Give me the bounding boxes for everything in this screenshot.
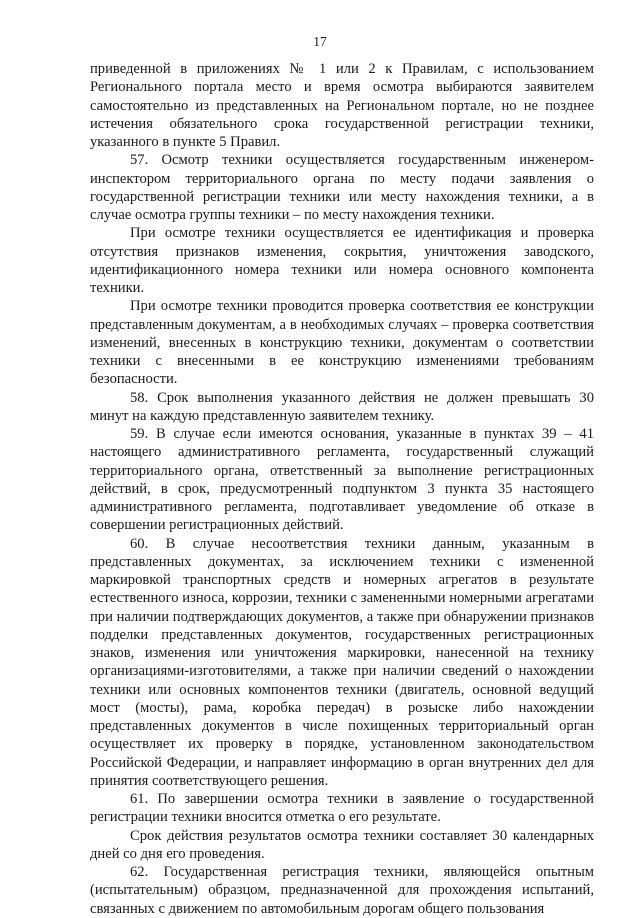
paragraph-item-61: 61. По завершении осмотра техники в заявление о государственной регистрации техники вносится отметка о его результате.: [90, 791, 594, 826]
paragraph-conformity-check: При осмотре техники проводится проверка соответствия ее конструкции представленным документам, а в необходимых случаях – проверка соответствия изменений, внесенных в конструкцию техники, документам о соответствии техники с внесенными в ее конструкцию изменениями требованиям безопасности.: [90, 298, 594, 388]
page-number: 17: [313, 34, 327, 49]
paragraph-item-57: 57. Осмотр техники осуществляется государственным инженером-инспектором территориального органа по месту подачи заявления о государственной регистрации техники или месту нахождения техники, а в случае осмотра группы техники – по месту нахождения техники.: [90, 152, 594, 223]
paragraph-item-59: 59. В случае если имеются основания, указанные в пунктах 39 – 41 настоящего административного регламента, государственный служащий территориального органа, ответственный за выполнение регистрационных действий, в срок, предусмотренный подпунктом 3 пункта 35 настоящего административного регламента, подготавливает уведомление об отказе в совершении регистрационных действий.: [90, 426, 594, 534]
paragraph-continuation: приведенной в приложениях № 1 или 2 к Правилам, с использованием Регионального портала место и время осмотра выбираются заявителем самостоятельно из представленных на Региональном портале, но не позднее истечения обязательного срока государственной регистрации техники, указанного в пункте 5 Правил.: [90, 61, 594, 150]
paragraph-identification: При осмотре техники осуществляется ее идентификация и проверка отсутствия признаков изменения, сокрытия, уничтожения заводского, идентификационного номера техники или номера основного компонента техники.: [90, 225, 594, 296]
paragraph-validity-period: Срок действия результатов осмотра техники составляет 30 календарных дней со дня его проведения.: [90, 827, 594, 862]
paragraph-item-58: 58. Срок выполнения указанного действия не должен превышать 30 минут на каждую представленную заявителем технику.: [90, 389, 594, 424]
paragraph-item-62: 62. Государственная регистрация техники, являющейся опытным (испытательным) образцом, предназначенной для прохождения испытаний, связанных с движением по автомобильным дорогам общего пользования: [90, 864, 594, 917]
document-body: [90, 60, 594, 918]
paragraph-item-60: 60. В случае несоответствия техники данным, указанным в представленных документах, за исключением техники с измененной маркировкой транспортных средств и номерных агрегатов в результате естественного износа, коррозии, техники с замененными номерными агрегатами при наличии подтверждающих документов, а также при обнаружении признаков подделки представленных документов, государственных регистрационных знаков, изменения или уничтожения маркировки, нанесенной на технику организациями-изготовителями, а также при наличии сведений о нахождении техники или основных компонентов техники (двигатель, основной ведущий мост (мосты), рама, коробка передач) в розыске либо нахождении представленных документов в числе похищенных территориальный орган осуществляет их проверку в порядке, установленном законодательством Российской Федерации, и направляет информацию в орган внутренних дел для принятия соответствующего решения.: [90, 535, 594, 789]
